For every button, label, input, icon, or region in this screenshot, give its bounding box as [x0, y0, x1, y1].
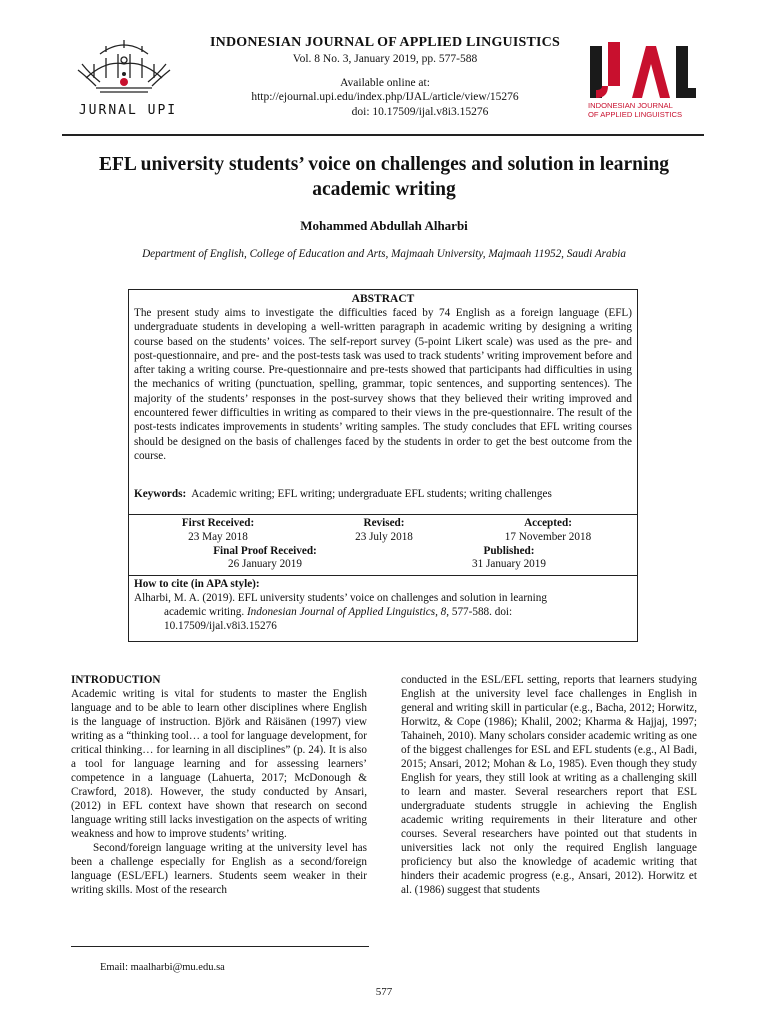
- ijal-logo-caption: INDONESIAN JOURNAL OF APPLIED LINGUISTICS: [588, 101, 683, 119]
- citation-journal: Indonesian Journal of Applied Linguistics, 8: [246, 606, 447, 618]
- intro-paragraph-1: Academic writing is vital for students to master the English language and to be able to learn other disciplines where English is the language of instruction. Björk and Räisänen (1997) view writing as a “thinking tool… a tool for language development, for critical thinking… for learning in all disciplines” (p. 24). It is also a tool for language learning and for assessing learners’ competence in a language (Lahuerta, 2017; McDonough & Crawford, 2018). However, the study conducted by Ansari, (2012) in EFL context have shown that research on second language writing still lacks investigation on the aspects of writing weakness and how to improve students’ writing.: [71, 688, 367, 840]
- published-date: 31 January 2019: [472, 558, 546, 571]
- keywords-label: Keywords:: [134, 488, 187, 500]
- revised-label: Revised:: [363, 517, 405, 529]
- upi-logo-text: JURNAL UPI: [78, 103, 178, 118]
- introduction-heading: INTRODUCTION: [71, 674, 161, 686]
- journal-name: INDONESIAN JOURNAL OF APPLIED LINGUISTICS: [210, 35, 560, 50]
- body-left-column: [71, 673, 367, 897]
- first-received-label: First Received:: [181, 517, 255, 529]
- footnote-divider: [71, 946, 369, 947]
- author-email: Email: maalharbi@mu.edu.sa: [100, 962, 225, 973]
- accepted-date: 17 November 2018: [504, 530, 592, 543]
- doi-link[interactable]: doi: 10.17509/ijal.v8i3.15276: [351, 105, 489, 118]
- body-right-column: [401, 673, 697, 897]
- accepted-label: Accepted:: [524, 517, 572, 529]
- final-proof-date: 26 January 2019: [228, 558, 302, 571]
- citation-line-2: academic writing. Indonesian Journal of Applied Linguistics, 8, 577-588. doi:: [164, 606, 513, 618]
- article-title: EFL university students’ voice on challenges and solution in learning academic writing: [98, 154, 670, 201]
- journal-url-link[interactable]: http://ejournal.upi.edu/index.php/IJAL/article/view/15276: [251, 91, 519, 104]
- citation-block: [134, 577, 632, 633]
- dates-divider: [128, 575, 638, 576]
- citation-doi-link[interactable]: 10.17509/ijal.v8i3.15276: [164, 620, 277, 632]
- citation-heading: How to cite (in APA style):: [134, 578, 260, 590]
- abstract-heading: ABSTRACT: [351, 293, 415, 305]
- revised-date: 23 July 2018: [355, 530, 413, 543]
- volume-info: Vol. 8 No. 3, January 2019, pp. 577-588: [292, 52, 478, 65]
- header-divider: [62, 134, 704, 136]
- final-proof-label: Final Proof Received:: [213, 544, 317, 557]
- author-name: Mohammed Abdullah Alharbi: [300, 218, 468, 233]
- published-label: Published:: [483, 544, 535, 557]
- citation-line-1: Alharbi, M. A. (2019). EFL university students’ voice on challenges and solution in learning: [134, 592, 547, 604]
- intro-paragraph-3: conducted in the ESL/EFL setting, reports that learners studying English at the university level face challenges in English in general and writing skill in particular (e.g., Bacha, 2012; Horwitz, Horwitz, & Cope (1986); Khalil, 2002; Kharma & Hajjaj, 1997; Tahaineh, 2010). Many scholars consider academic writing as one of the biggest challenges for ESL and EFL students (e.g., Al Badi, 2015; Ansari, 2012; Mohan & Lo, 1985). Even though they study English for years, they still look at writing as a challenging skill to learn and master. Several researchers report that ESL undergraduate students struggle in achieving the English academic writing requirements in their literature and other courses. Several researchers have pointed out that students in universities lack not only the required English language proficiency but also the knowledge of academic writing that hinders their academic progress (e.g., Ansari, 2012). Horwitz et al. (1986) suggest that students: [401, 674, 697, 896]
- available-label: Available online at:: [340, 76, 430, 89]
- intro-paragraph-2: Second/foreign language writing at the university level has been a challenge especially for English as a second/foreign language (ESL/EFL) learners. Students seem weaker in their writing skills. Most of the research: [71, 842, 367, 896]
- keywords-text: Academic writing; EFL writing; undergraduate EFL students; writing challenges: [191, 488, 552, 500]
- author-affiliation: Department of English, College of Education and Arts, Majmaah University, Majmaah 11952, Saudi Arabia: [142, 248, 626, 260]
- keywords: [134, 488, 632, 500]
- abstract-text: The present study aims to investigate the difficulties faced by 74 English as a foreign language (EFL) undergraduate students in developing a well-written paragraph in academic writing by designing a writing course based on the students’ voices. The self-report survey (5-point Likert scale) was used as the pre- and post-questionnaire, and pre- and the post-tests task was used to track students’ writing improvement before and after taking a writing course. Pre-questionnaire and pre-tests showed that participants had difficulties in using the mechanics of writing (punctuation, spelling, grammar, topic sentences, and supporting sentences). The majority of the students’ responses in the post-survey shows that they believed their writing improved and encountered fewer difficulties in writing as compared to their views in the pre-questionnaire. The result of the post-tests indicates improvements in students’ writing samples. The study concludes that EFL writing courses should be designed on the basis of challenges faced by the students in order to get the best outcome from the course.: [134, 307, 632, 462]
- journal-header: [185, 34, 585, 119]
- page-number: 577: [375, 986, 393, 998]
- abstract-divider: [128, 514, 638, 515]
- first-received-date: 23 May 2018: [188, 530, 248, 543]
